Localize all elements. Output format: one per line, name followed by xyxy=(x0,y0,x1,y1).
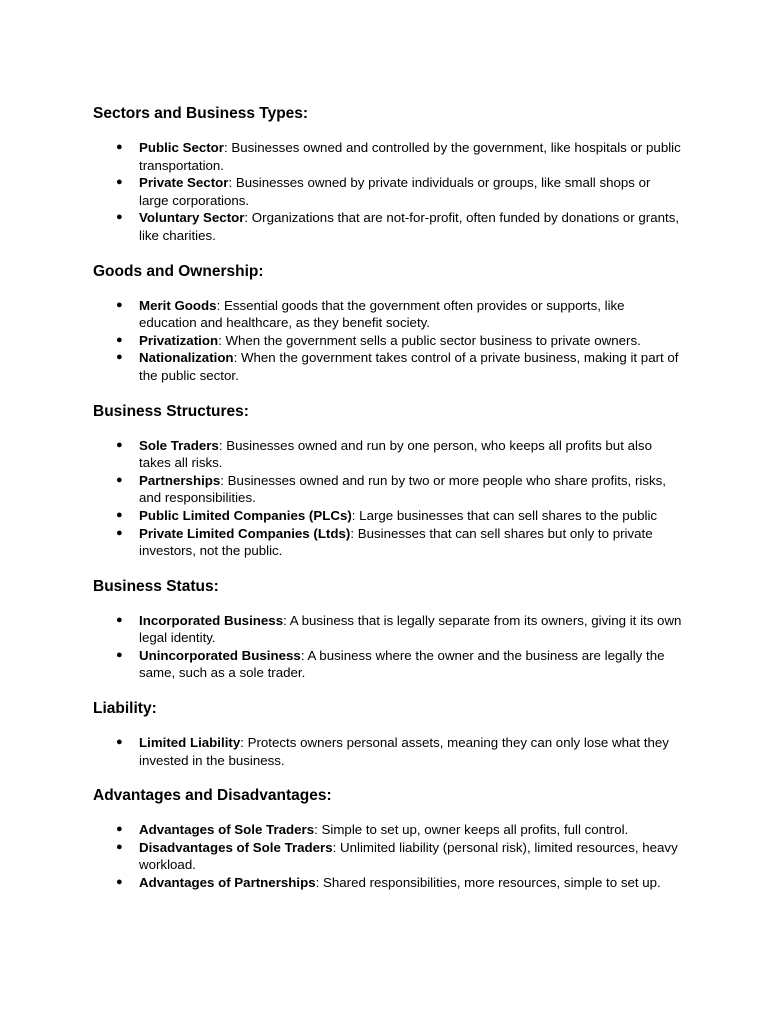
bullet-icon: ● xyxy=(116,298,123,311)
item-text: : Organizations that are not-for-profit, often funded by donations or grants, like charities. xyxy=(139,210,680,243)
section xyxy=(93,577,683,682)
item-term: Public Sector xyxy=(139,140,224,155)
list-item xyxy=(93,437,683,472)
item-term: Partnerships xyxy=(139,472,221,488)
item-term: Unincorporated Business xyxy=(139,647,301,663)
item-term: Advantages of Sole Traders xyxy=(139,822,315,838)
item-text: : When the government sells a public sector business to private owners. xyxy=(218,332,641,348)
item-text: : Shared responsibilities, more resources, simple to set up. xyxy=(315,875,661,891)
item-text: : When the government takes control of a private business, making it part of the public sector. xyxy=(139,350,679,383)
list-item xyxy=(93,821,683,839)
item-text: : Unlimited liability (personal risk), limited resources, heavy workload. xyxy=(139,839,678,873)
item-term: Sole Traders xyxy=(139,437,219,453)
section-heading: Business Status: xyxy=(93,577,219,595)
bullet-icon: ● xyxy=(116,176,123,189)
bullet-icon: ● xyxy=(116,211,123,224)
item-term: Advantages of Partnerships xyxy=(139,875,316,891)
list-item xyxy=(93,647,683,682)
item-text: : Businesses owned and controlled by the government, like hospitals or public transportation. xyxy=(139,140,681,173)
item-text: : Large businesses that can sell shares to the public xyxy=(351,507,658,523)
section-heading: Business Structures: xyxy=(93,402,249,420)
bullet-icon: ● xyxy=(116,648,123,661)
bullet-icon: ● xyxy=(116,473,123,486)
item-text: : Simple to set up, owner keeps all profits, full control. xyxy=(314,822,629,838)
list-item xyxy=(93,332,683,350)
section xyxy=(93,402,683,560)
item-term: Voluntary Sector xyxy=(139,210,245,226)
bullet-icon: ● xyxy=(116,508,123,521)
section-heading: Goods and Ownership: xyxy=(93,262,264,280)
section xyxy=(93,786,683,891)
bullet-icon: ● xyxy=(116,351,123,364)
bullet-list xyxy=(93,612,683,682)
bullet-icon: ● xyxy=(116,823,123,836)
item-text: : Businesses that can sell shares but only to private investors, not the public. xyxy=(139,525,653,559)
bullet-list xyxy=(93,139,683,245)
item-text: : Businesses owned by private individuals or groups, like small shops or large corporations. xyxy=(139,175,651,208)
item-term: Private Limited Companies (Ltds) xyxy=(139,525,351,541)
list-item xyxy=(93,839,683,874)
bullet-list xyxy=(93,821,683,891)
section xyxy=(93,104,683,245)
bullet-list xyxy=(93,734,683,769)
list-item xyxy=(93,525,683,560)
section xyxy=(93,699,683,769)
bullet-icon: ● xyxy=(116,840,123,853)
item-term: Disadvantages of Sole Traders xyxy=(139,839,333,855)
item-term: Merit Goods xyxy=(139,297,217,313)
item-text: : Protects owners personal assets, meaning they can only lose what they invested in the business. xyxy=(139,735,669,768)
bullet-icon: ● xyxy=(116,613,123,626)
bullet-icon: ● xyxy=(116,438,123,451)
item-text: : A business that is legally separate from its owners, giving it its own legal identity. xyxy=(139,612,682,646)
item-text: : A business where the owner and the business are legally the same, such as a sole trader. xyxy=(139,647,665,681)
list-item xyxy=(93,734,683,769)
section-heading: Advantages and Disadvantages: xyxy=(93,787,332,805)
bullet-icon: ● xyxy=(116,736,123,749)
list-item xyxy=(93,297,683,332)
item-term: Private Sector xyxy=(139,175,229,191)
list-item xyxy=(93,349,683,384)
item-text: : Businesses owned and run by two or more people who share profits, risks, and responsibilities. xyxy=(139,472,666,506)
item-term: Nationalization xyxy=(139,350,234,366)
item-term: Privatization xyxy=(139,332,219,348)
list-item xyxy=(93,612,683,647)
section xyxy=(93,262,683,385)
bullet-icon: ● xyxy=(116,141,123,153)
section-heading: Liability: xyxy=(93,700,157,718)
bullet-icon: ● xyxy=(116,876,123,889)
list-item xyxy=(93,874,683,892)
item-text: : Businesses owned and run by one person, who keeps all profits but also takes all risks. xyxy=(139,437,652,471)
document-page xyxy=(93,104,683,909)
list-item xyxy=(93,209,683,244)
list-item xyxy=(93,472,683,507)
bullet-list xyxy=(93,437,683,560)
list-item xyxy=(93,174,683,209)
bullet-icon: ● xyxy=(116,526,123,539)
item-term: Limited Liability xyxy=(139,735,241,751)
list-item xyxy=(93,507,683,525)
bullet-icon: ● xyxy=(116,333,123,346)
section-heading: Sectors and Business Types: xyxy=(93,105,309,122)
item-term: Public Limited Companies (PLCs) xyxy=(139,507,352,523)
list-item xyxy=(93,139,683,174)
item-term: Incorporated Business xyxy=(139,612,284,628)
bullet-list xyxy=(93,297,683,385)
item-text: : Essential goods that the government often provides or supports, like education and healthcare, as they benefit society. xyxy=(139,297,625,331)
